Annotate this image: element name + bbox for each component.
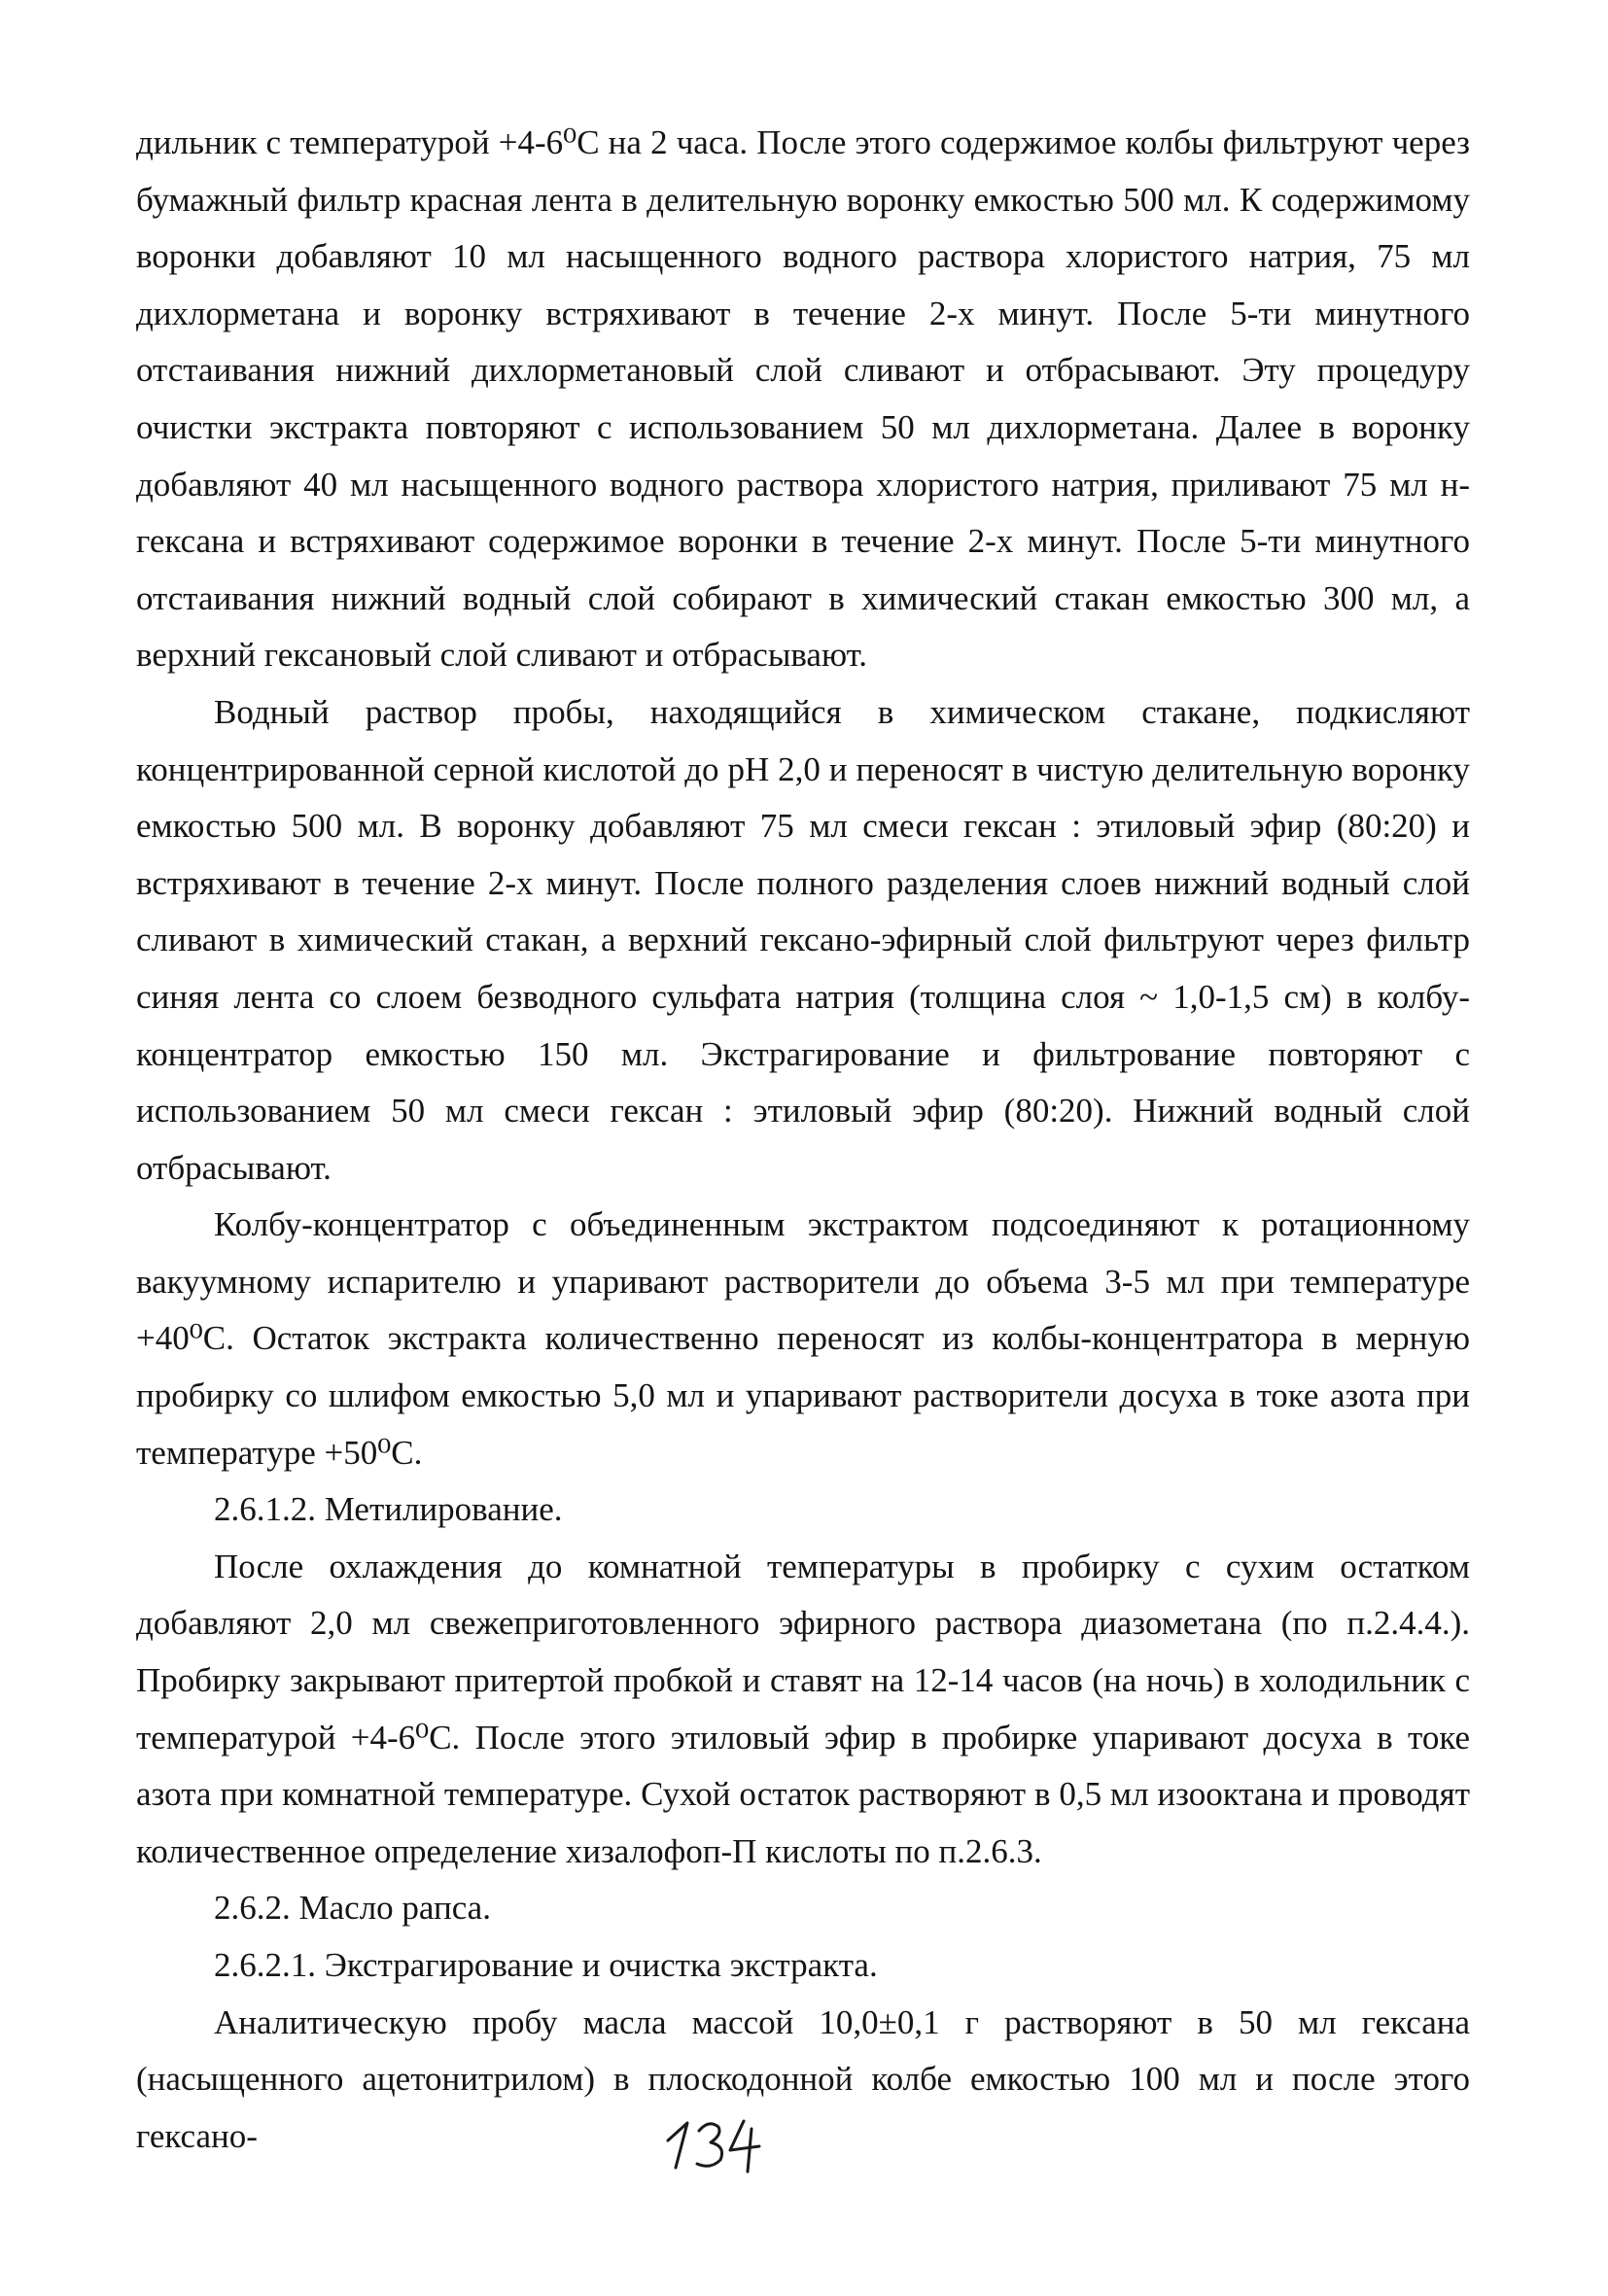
paragraph-acidification: Водный раствор пробы, находящийся в химическом стакане, подкисляют концентрированной серной кислотой до pH 2,0 и переносят в чистую делительную воронку емкостью 500 мл. В воронку добавляют 75 мл смеси гексан : этиловый эфир (80:20) и встряхивают в течение 2-х минут. После полного разделения слоев нижний водный слой сливают в химический стакан, а верхний гексано-эфирный слой фильтруют через фильтр синяя лента со слоем безводного сульфата натрия (толщина слоя ~ 1,0-1,5 см) в колбу-концентратор емкостью 150 мл. Экстрагирование и фильтрование повторяют с использованием 50 мл смеси гексан : этиловый эфир (80:20). Нижний водный слой отбрасывают.	[136, 692, 1470, 1187]
handwritten-page-number	[654, 2107, 771, 2185]
paragraph-extraction: Аналитическую пробу масла массой 10,0±0,1 г растворяют в 50 мл гексана (насыщенного ацетонитрилом) в плоскодонной колбе емкостью 100 мл и после этого гексано-	[136, 2002, 1470, 2155]
section-heading-methylation: 2.6.1.2. Метилирование.	[214, 1490, 563, 1529]
paragraph-continuation: дильник с температурой +4-6⁰C на 2 часа. После этого содержимое колбы фильтруют через бумажный фильтр красная лента в делительную воронку емкостью 500 мл. К содержимому воронки добавляют 10 мл насыщенного водного раствора хлористого натрия, 75 мл дихлорметана и воронку встряхивают в течение 2-х минут. После 5-ти минутного отстаивания нижний дихлорметановый слой сливают и отбрасывают. Эту процедуру очистки экстракта повторяют с использованием 50 мл дихлорметана. Далее в воронку добавляют 40 мл насыщенного водного раствора хлористого натрия, приливают 75 мл н-гексана и встряхивают содержимое воронки в течение 2-х минут. После 5-ти минутного отстаивания нижний водный слой собирают в химический стакан емкостью 300 мл, а верхний гексановый слой сливают и отбрасывают.	[136, 123, 1470, 675]
paragraph-evaporation: Колбу-концентратор с объединенным экстрактом подсоединяют к ротационному вакуумному испарителю и упаривают растворители до объема 3-5 мл при температуре +40⁰C. Остаток экстракта количественно переносят из колбы-концентратора в мерную пробирку со шлифом емкостью 5,0 мл и упаривают растворители досуха в токе азота при температуре +50⁰C.	[136, 1205, 1470, 1472]
section-heading-extraction: 2.6.2.1. Экстрагирование и очистка экстракта.	[214, 1946, 878, 1984]
handwritten-page-number-drawing	[654, 2107, 771, 2185]
document-page	[136, 115, 1470, 2165]
section-heading-rapeseed-oil: 2.6.2. Масло рапса.	[214, 1889, 491, 1928]
paragraph-methylation: После охлаждения до комнатной температуры в пробирку с сухим остатком добавляют 2,0 мл свежеприготовленного эфирного раствора диазометана (по п.2.4.4.). Пробирку закрывают притертой пробкой и ставят на 12-14 часов (на ночь) в холодильник с температурой +4-6⁰C. После этого этиловый эфир в пробирке упаривают досуха в токе азота при комнатной температуре. Сухой остаток растворяют в 0,5 мл изооктана и проводят количественное определение хизалофоп-П кислоты по п.2.6.3.	[136, 1547, 1470, 1870]
